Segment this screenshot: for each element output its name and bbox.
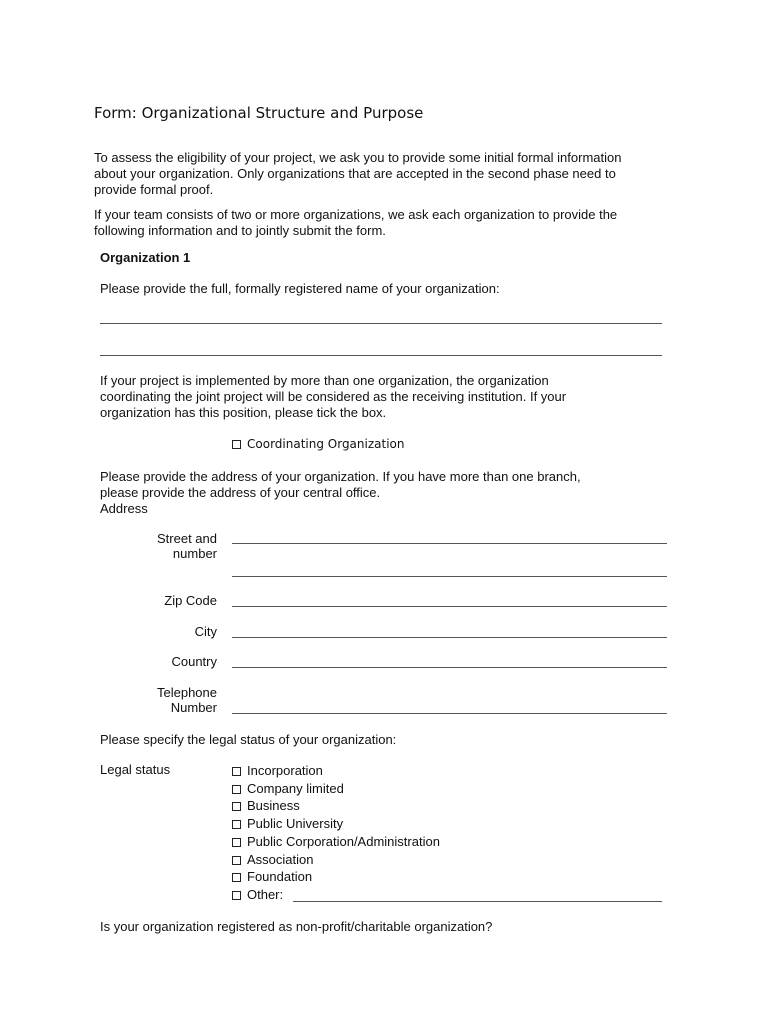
checkbox-icon[interactable] — [232, 838, 241, 847]
telephone-label-line: Number — [170, 700, 217, 715]
legal-status-label: Legal status — [100, 762, 171, 777]
intro-paragraph — [94, 150, 621, 198]
zip-code-label: Zip Code — [164, 593, 217, 608]
coordinating-organization-option[interactable] — [232, 437, 405, 451]
team-note-paragraph — [94, 207, 617, 239]
checkbox-icon[interactable] — [232, 785, 241, 794]
checkbox-icon[interactable] — [232, 767, 241, 776]
legal-option-label: Business — [247, 798, 300, 813]
street-label — [157, 531, 217, 561]
legal-option-company-limited[interactable] — [232, 781, 344, 797]
team-note-line: If your team consists of two or more organizations, we ask each organization to provide the — [94, 207, 618, 222]
street-label-line: Street and — [157, 531, 217, 546]
legal-option-label: Association — [247, 852, 314, 867]
legal-option-other[interactable] — [232, 887, 283, 903]
country-field[interactable] — [232, 667, 667, 668]
intro-line: To assess the eligibility of your project, we ask you to provide some initial formal information — [94, 150, 622, 165]
city-label: City — [194, 624, 217, 639]
country-label: Country — [171, 654, 217, 669]
street-field-line-1[interactable] — [232, 543, 667, 544]
legal-status-prompt: Please specify the legal status of your organization: — [100, 732, 397, 747]
legal-option-foundation[interactable] — [232, 869, 312, 885]
checkbox-icon[interactable] — [232, 873, 241, 882]
coordinating-organization-label: Coordinating Organization — [247, 437, 405, 451]
legal-option-public-university[interactable] — [232, 816, 343, 832]
city-field[interactable] — [232, 637, 667, 638]
legal-option-label: Incorporation — [247, 763, 323, 778]
name-prompt: Please provide the full, formally registered name of your organization: — [100, 281, 500, 296]
page-title: Form: Organizational Structure and Purpose — [94, 104, 424, 122]
street-label-line: number — [172, 546, 217, 561]
coordination-line: coordinating the joint project will be considered as the receiving institution. If your — [100, 389, 567, 404]
coordination-paragraph — [100, 373, 566, 421]
intro-line: about your organization. Only organizations that are accepted in the second phase need to — [94, 166, 616, 181]
team-note-line: following information and to jointly submit the form. — [94, 223, 386, 238]
legal-option-association[interactable] — [232, 852, 313, 868]
checkbox-icon[interactable] — [232, 891, 241, 900]
telephone-field[interactable] — [232, 713, 667, 714]
address-prompt-line: please provide the address of your central office. — [100, 485, 381, 500]
org-name-field-line-1[interactable] — [100, 323, 662, 324]
checkbox-icon[interactable] — [232, 856, 241, 865]
legal-option-incorporation[interactable] — [232, 763, 323, 779]
legal-option-label: Foundation — [247, 869, 313, 884]
coordinating-organization-checkbox[interactable] — [232, 440, 241, 449]
checkbox-icon[interactable] — [232, 820, 241, 829]
legal-option-label: Public University — [247, 816, 344, 831]
other-legal-status-field[interactable] — [293, 901, 662, 902]
checkbox-icon[interactable] — [232, 802, 241, 811]
address-prompt-line: Please provide the address of your organization. If you have more than one branch, — [100, 469, 581, 484]
intro-line: provide formal proof. — [94, 182, 214, 197]
zip-code-field[interactable] — [232, 606, 667, 607]
address-heading: Address — [100, 501, 148, 516]
legal-option-label: Public Corporation/Administration — [247, 834, 440, 849]
organization-heading: Organization 1 — [100, 250, 191, 265]
address-prompt — [100, 469, 581, 517]
coordination-line: If your project is implemented by more than one organization, the organization — [100, 373, 549, 388]
nonprofit-prompt: Is your organization registered as non-profit/charitable organization? — [100, 919, 493, 934]
org-name-field-line-2[interactable] — [100, 355, 662, 356]
street-field-line-2[interactable] — [232, 576, 667, 577]
coordination-line: organization has this position, please tick the box. — [100, 405, 387, 420]
legal-option-label: Company limited — [247, 781, 344, 796]
telephone-label — [157, 685, 217, 715]
legal-option-label: Other: — [247, 887, 284, 902]
legal-option-business[interactable] — [232, 798, 300, 814]
legal-option-public-corporation[interactable] — [232, 834, 440, 850]
telephone-label-line: Telephone — [157, 685, 217, 700]
